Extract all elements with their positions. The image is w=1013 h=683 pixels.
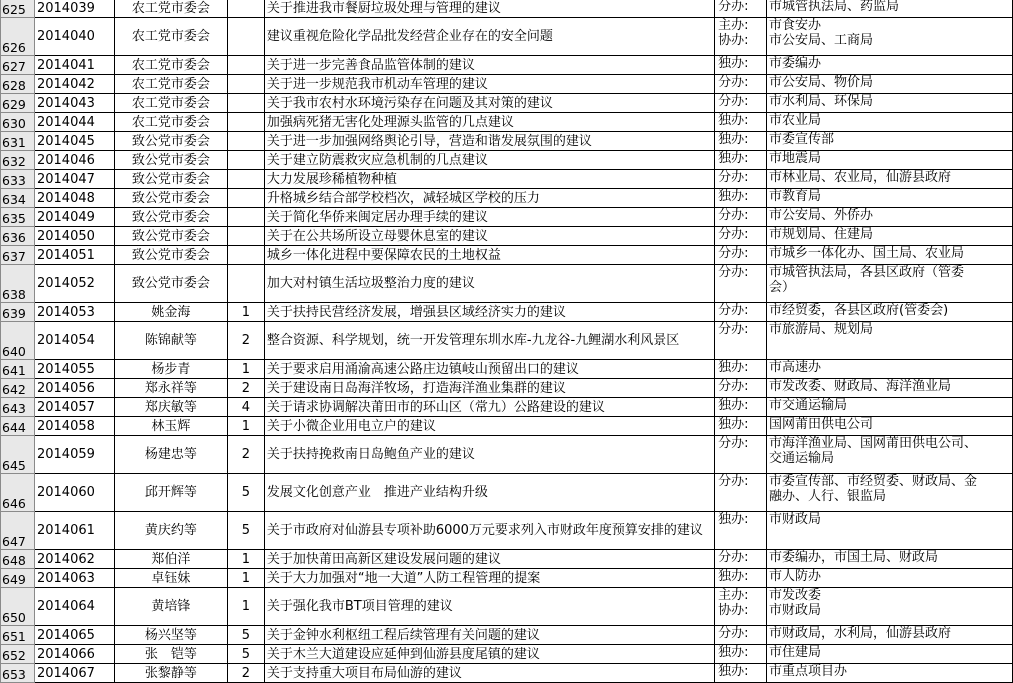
cell-title[interactable]: 城乡一体化进程中要保障农民的土地权益 bbox=[264, 246, 714, 265]
cell-handling-type[interactable] bbox=[715, 588, 767, 626]
cell-proposer[interactable]: 致公党市委会 bbox=[114, 170, 227, 189]
cell-title[interactable]: 整合资源、科学规划，统一开发管理东圳水库-九龙谷-九鲤湖水利风景区 bbox=[264, 322, 714, 360]
cell-departments[interactable] bbox=[767, 322, 1013, 360]
cell-handling-type[interactable] bbox=[715, 208, 767, 227]
table-row[interactable] bbox=[1, 626, 1013, 645]
row-header[interactable]: 645 bbox=[1, 436, 35, 474]
table-row[interactable] bbox=[1, 379, 1013, 398]
department-text: 市财政局 bbox=[769, 603, 822, 618]
row-header[interactable]: 629 bbox=[1, 94, 35, 113]
table-row[interactable] bbox=[1, 208, 1013, 227]
row-header[interactable]: 649 bbox=[1, 569, 35, 588]
table-row[interactable] bbox=[1, 227, 1013, 246]
cell-handling-type[interactable] bbox=[715, 664, 767, 683]
department-text: 市城管执法局，各县区政府（管委 bbox=[769, 265, 965, 280]
department-text: 市财政局，水利局，仙游县政府 bbox=[769, 626, 952, 641]
cell-departments[interactable] bbox=[767, 588, 1013, 626]
cell-title[interactable]: 关于推进我市餐厨垃圾处理与管理的建议 bbox=[264, 0, 714, 18]
cell-title[interactable]: 关于木兰大道建设应延伸到仙游县度尾镇的建议 bbox=[264, 645, 714, 664]
handling-type-text: 独办: bbox=[718, 417, 749, 432]
cell-handling-type[interactable] bbox=[715, 322, 767, 360]
department-text: 市林业局、农业局，仙游县政府 bbox=[769, 170, 952, 185]
row-header[interactable]: 652 bbox=[1, 645, 35, 664]
table-row[interactable] bbox=[1, 569, 1013, 588]
cell-proposal-id[interactable]: 2014046 bbox=[34, 151, 114, 170]
cell-handling-type[interactable] bbox=[715, 569, 767, 588]
table-row[interactable] bbox=[1, 588, 1013, 626]
department-text: 市农业局 bbox=[769, 113, 822, 128]
cell-proposal-id[interactable]: 2014064 bbox=[34, 588, 114, 626]
handling-type-text: 分办: bbox=[718, 474, 749, 489]
table-row[interactable] bbox=[1, 664, 1013, 683]
cell-proposal-id[interactable]: 2014044 bbox=[34, 113, 114, 132]
cell-handling-type[interactable] bbox=[715, 360, 767, 379]
cell-departments[interactable] bbox=[767, 75, 1013, 94]
cell-proposer[interactable]: 杨步青 bbox=[114, 360, 227, 379]
department-text: 市公安局、外侨办 bbox=[769, 208, 874, 223]
cell-handling-type[interactable] bbox=[715, 75, 767, 94]
handling-type-text: 独办: bbox=[718, 113, 749, 128]
cell-proposal-id[interactable]: 2014048 bbox=[34, 189, 114, 208]
department-text: 市食安办 bbox=[769, 18, 822, 33]
row-header[interactable]: 637 bbox=[1, 246, 35, 265]
cell-handling-type[interactable] bbox=[715, 379, 767, 398]
department-text: 交通运输局 bbox=[769, 451, 835, 466]
handling-type-text: 独办: bbox=[718, 645, 749, 660]
department-text: 市规划局、住建局 bbox=[769, 227, 874, 242]
cell-proposer[interactable]: 姚金海 bbox=[114, 303, 227, 322]
cell-handling-type[interactable] bbox=[715, 550, 767, 569]
row-header[interactable]: 644 bbox=[1, 417, 35, 436]
cell-proposer[interactable]: 陈锦献等 bbox=[114, 322, 227, 360]
cell-proposer[interactable]: 农工党市委会 bbox=[114, 0, 227, 18]
cell-title[interactable]: 关于大力加强对“地一大道”人防工程管理的提案 bbox=[264, 569, 714, 588]
table-row[interactable] bbox=[1, 303, 1013, 322]
cell-count[interactable]: 1 bbox=[227, 417, 264, 436]
table-row[interactable] bbox=[1, 645, 1013, 664]
table-row[interactable] bbox=[1, 360, 1013, 379]
cell-proposal-id[interactable]: 2014060 bbox=[34, 474, 114, 512]
department-text: 市公安局、工商局 bbox=[769, 33, 874, 48]
cell-title[interactable]: 关于要求启用涌渝高速公路庄边镇岐山预留出口的建议 bbox=[264, 360, 714, 379]
cell-count[interactable]: 2 bbox=[227, 322, 264, 360]
cell-departments[interactable] bbox=[767, 113, 1013, 132]
cell-proposal-id[interactable]: 2014059 bbox=[34, 436, 114, 474]
cell-handling-type[interactable] bbox=[715, 189, 767, 208]
cell-departments[interactable] bbox=[767, 474, 1013, 512]
row-header[interactable]: 632 bbox=[1, 151, 35, 170]
cell-handling-type[interactable] bbox=[715, 265, 767, 303]
cell-title[interactable]: 发展文化创意产业 推进产业结构升级 bbox=[264, 474, 714, 512]
cell-proposer[interactable]: 致公党市委会 bbox=[114, 227, 227, 246]
cell-title[interactable]: 关于建立防震救灾应急机制的几点建议 bbox=[264, 151, 714, 170]
table-row[interactable] bbox=[1, 75, 1013, 94]
cell-proposer[interactable]: 农工党市委会 bbox=[114, 94, 227, 113]
cell-count[interactable]: 1 bbox=[227, 360, 264, 379]
cell-proposer[interactable]: 邱开辉等 bbox=[114, 474, 227, 512]
cell-proposer[interactable]: 致公党市委会 bbox=[114, 151, 227, 170]
handling-type-text: 分办: bbox=[718, 303, 749, 318]
table-row[interactable] bbox=[1, 189, 1013, 208]
cell-proposer[interactable]: 杨建忠等 bbox=[114, 436, 227, 474]
row-header[interactable]: 640 bbox=[1, 322, 35, 360]
cell-title[interactable]: 关于扶持挽救南日岛鲍鱼产业的建议 bbox=[264, 436, 714, 474]
row-header[interactable]: 626 bbox=[1, 18, 35, 56]
cell-proposer[interactable]: 致公党市委会 bbox=[114, 246, 227, 265]
cell-proposal-id[interactable]: 2014067 bbox=[34, 664, 114, 683]
cell-count[interactable]: 2 bbox=[227, 379, 264, 398]
cell-count[interactable] bbox=[227, 18, 264, 56]
cell-proposal-id[interactable]: 2014039 bbox=[34, 0, 114, 18]
cell-proposer[interactable]: 张黎静等 bbox=[114, 664, 227, 683]
handling-type-text: 独办: bbox=[718, 132, 749, 147]
table-row[interactable] bbox=[1, 132, 1013, 151]
handling-type-text: 协办: bbox=[718, 603, 749, 618]
cell-handling-type[interactable] bbox=[715, 151, 767, 170]
cell-handling-type[interactable] bbox=[715, 132, 767, 151]
cell-count[interactable] bbox=[227, 113, 264, 132]
table-row[interactable] bbox=[1, 398, 1013, 417]
cell-proposer[interactable]: 致公党市委会 bbox=[114, 208, 227, 227]
handling-type-text: 独办: bbox=[718, 512, 749, 527]
cell-departments[interactable] bbox=[767, 189, 1013, 208]
cell-proposer[interactable]: 郑伯洋 bbox=[114, 550, 227, 569]
cell-departments[interactable] bbox=[767, 569, 1013, 588]
cell-departments[interactable] bbox=[767, 645, 1013, 664]
cell-proposal-id[interactable]: 2014065 bbox=[34, 626, 114, 645]
row-header[interactable]: 633 bbox=[1, 170, 35, 189]
row-header[interactable]: 628 bbox=[1, 75, 35, 94]
cell-count[interactable] bbox=[227, 246, 264, 265]
cell-proposer[interactable]: 卓钰妹 bbox=[114, 569, 227, 588]
cell-title[interactable]: 关于支持重大项目布局仙游的建议 bbox=[264, 664, 714, 683]
table-row[interactable] bbox=[1, 113, 1013, 132]
cell-proposal-id[interactable]: 2014066 bbox=[34, 645, 114, 664]
row-header[interactable]: 647 bbox=[1, 512, 35, 550]
cell-title[interactable]: 关于强化我市BT项目管理的建议 bbox=[264, 588, 714, 626]
cell-proposal-id[interactable]: 2014041 bbox=[34, 56, 114, 75]
cell-proposer[interactable]: 致公党市委会 bbox=[114, 132, 227, 151]
row-header[interactable]: 646 bbox=[1, 474, 35, 512]
cell-proposer[interactable]: 黄庆约等 bbox=[114, 512, 227, 550]
row-header[interactable]: 625 bbox=[1, 0, 35, 18]
department-text: 市海洋渔业局、国网莆田供电公司、 bbox=[769, 436, 978, 451]
department-text: 市委编办，市国土局、财政局 bbox=[769, 550, 939, 565]
row-header[interactable]: 650 bbox=[1, 588, 35, 626]
cell-count[interactable] bbox=[227, 189, 264, 208]
table-row[interactable] bbox=[1, 151, 1013, 170]
cell-title[interactable]: 关于进一步规范我市机动车管理的建议 bbox=[264, 75, 714, 94]
cell-title[interactable]: 关于金钟水利枢纽工程后续管理有关问题的建议 bbox=[264, 626, 714, 645]
cell-count[interactable] bbox=[227, 132, 264, 151]
cell-title[interactable]: 关于请求协调解决莆田市的环山区（常九）公路建设的建议 bbox=[264, 398, 714, 417]
cell-proposal-id[interactable]: 2014053 bbox=[34, 303, 114, 322]
cell-proposal-id[interactable]: 2014058 bbox=[34, 417, 114, 436]
cell-count[interactable]: 5 bbox=[227, 645, 264, 664]
cell-proposal-id[interactable]: 2014052 bbox=[34, 265, 114, 303]
cell-proposer[interactable]: 杨兴坚等 bbox=[114, 626, 227, 645]
cell-title[interactable]: 建议重视危险化学品批发经营企业存在的安全问题 bbox=[264, 18, 714, 56]
cell-handling-type[interactable] bbox=[715, 398, 767, 417]
cell-proposal-id[interactable]: 2014045 bbox=[34, 132, 114, 151]
cell-count[interactable] bbox=[227, 0, 264, 18]
cell-count[interactable] bbox=[227, 56, 264, 75]
department-text: 市公安局、物价局 bbox=[769, 75, 874, 90]
row-header[interactable]: 653 bbox=[1, 664, 35, 683]
cell-count[interactable] bbox=[227, 151, 264, 170]
row-header[interactable]: 642 bbox=[1, 379, 35, 398]
table-row[interactable] bbox=[1, 18, 1013, 56]
cell-title[interactable]: 关于建设南日岛海洋牧场，打造海洋渔业集群的建议 bbox=[264, 379, 714, 398]
cell-departments[interactable] bbox=[767, 132, 1013, 151]
department-text: 市经贸委，各县区政府(管委会) bbox=[769, 303, 949, 318]
cell-departments[interactable] bbox=[767, 265, 1013, 303]
cell-handling-type[interactable] bbox=[715, 0, 767, 18]
cell-departments[interactable] bbox=[767, 550, 1013, 569]
cell-count[interactable]: 2 bbox=[227, 436, 264, 474]
department-text: 市发改委、财政局、海洋渔业局 bbox=[769, 379, 952, 394]
handling-type-text: 分办: bbox=[718, 170, 749, 185]
cell-title[interactable]: 关于加快莆田高新区建设发展问题的建议 bbox=[264, 550, 714, 569]
cell-proposer[interactable]: 致公党市委会 bbox=[114, 265, 227, 303]
cell-proposal-id[interactable]: 2014040 bbox=[34, 18, 114, 56]
department-text: 市发改委 bbox=[769, 588, 822, 603]
cell-handling-type[interactable] bbox=[715, 512, 767, 550]
table-row[interactable] bbox=[1, 170, 1013, 189]
cell-departments[interactable] bbox=[767, 436, 1013, 474]
department-text: 市旅游局、规划局 bbox=[769, 322, 874, 337]
handling-type-text: 独办: bbox=[718, 56, 749, 71]
table-row[interactable] bbox=[1, 322, 1013, 360]
cell-title[interactable]: 关于进一步完善食品监管体制的建议 bbox=[264, 56, 714, 75]
cell-title[interactable]: 关于小微企业用电立户的建议 bbox=[264, 417, 714, 436]
department-text: 市人防办 bbox=[769, 569, 822, 584]
cell-proposal-id[interactable]: 2014043 bbox=[34, 94, 114, 113]
cell-count[interactable] bbox=[227, 75, 264, 94]
row-header[interactable]: 643 bbox=[1, 398, 35, 417]
handling-type-text: 分办: bbox=[718, 265, 749, 280]
department-text: 市重点项目办 bbox=[769, 664, 848, 679]
handling-type-text: 独办: bbox=[718, 664, 749, 679]
cell-proposer[interactable]: 农工党市委会 bbox=[114, 56, 227, 75]
department-text: 市委编办 bbox=[769, 56, 822, 71]
department-text: 会） bbox=[769, 280, 796, 295]
row-header[interactable]: 638 bbox=[1, 265, 35, 303]
cell-title[interactable]: 关于在公共场所设立母婴休息室的建议 bbox=[264, 227, 714, 246]
cell-count[interactable]: 2 bbox=[227, 664, 264, 683]
cell-handling-type[interactable] bbox=[715, 303, 767, 322]
cell-count[interactable]: 1 bbox=[227, 569, 264, 588]
cell-proposer[interactable]: 张 铠等 bbox=[114, 645, 227, 664]
handling-type-text: 分办: bbox=[718, 246, 749, 261]
handling-type-text: 主办: bbox=[718, 588, 749, 603]
cell-count[interactable]: 5 bbox=[227, 512, 264, 550]
cell-count[interactable] bbox=[227, 170, 264, 189]
department-text: 市教育局 bbox=[769, 189, 822, 204]
cell-departments[interactable] bbox=[767, 303, 1013, 322]
cell-proposal-id[interactable]: 2014050 bbox=[34, 227, 114, 246]
cell-departments[interactable] bbox=[767, 379, 1013, 398]
row-header[interactable]: 641 bbox=[1, 360, 35, 379]
table-row[interactable] bbox=[1, 94, 1013, 113]
cell-count[interactable]: 5 bbox=[227, 626, 264, 645]
handling-type-text: 协办: bbox=[718, 33, 749, 48]
cell-count[interactable]: 1 bbox=[227, 303, 264, 322]
cell-proposal-id[interactable]: 2014056 bbox=[34, 379, 114, 398]
cell-title[interactable]: 大力发展珍稀植物种植 bbox=[264, 170, 714, 189]
cell-proposer[interactable]: 黄培锋 bbox=[114, 588, 227, 626]
cell-handling-type[interactable] bbox=[715, 417, 767, 436]
row-header[interactable]: 631 bbox=[1, 132, 35, 151]
cell-proposal-id[interactable]: 2014055 bbox=[34, 360, 114, 379]
row-header[interactable]: 651 bbox=[1, 626, 35, 645]
cell-proposer[interactable]: 致公党市委会 bbox=[114, 189, 227, 208]
table-row[interactable] bbox=[1, 0, 1013, 18]
table-row[interactable] bbox=[1, 550, 1013, 569]
cell-count[interactable] bbox=[227, 265, 264, 303]
table-row[interactable] bbox=[1, 56, 1013, 75]
cell-proposal-id[interactable]: 2014054 bbox=[34, 322, 114, 360]
handling-type-text: 主办: bbox=[718, 18, 749, 33]
cell-proposal-id[interactable]: 2014049 bbox=[34, 208, 114, 227]
cell-title[interactable]: 关于进一步加强网络舆论引导，营造和谐发展氛围的建议 bbox=[264, 132, 714, 151]
row-header[interactable]: 639 bbox=[1, 303, 35, 322]
row-header[interactable]: 635 bbox=[1, 208, 35, 227]
department-text: 市交通运输局 bbox=[769, 398, 848, 413]
cell-proposal-id[interactable]: 2014062 bbox=[34, 550, 114, 569]
cell-title[interactable]: 升格城乡结合部学校档次，减轻城区学校的压力 bbox=[264, 189, 714, 208]
cell-count[interactable] bbox=[227, 94, 264, 113]
cell-handling-type[interactable] bbox=[715, 170, 767, 189]
department-text: 市地震局 bbox=[769, 151, 822, 166]
cell-proposal-id[interactable]: 2014057 bbox=[34, 398, 114, 417]
cell-handling-type[interactable] bbox=[715, 94, 767, 113]
handling-type-text: 分办: bbox=[718, 94, 749, 109]
cell-handling-type[interactable] bbox=[715, 246, 767, 265]
cell-handling-type[interactable] bbox=[715, 227, 767, 246]
cell-title[interactable]: 关于我市农村水环境污染存在问题及其对策的建议 bbox=[264, 94, 714, 113]
cell-departments[interactable] bbox=[767, 512, 1013, 550]
cell-handling-type[interactable] bbox=[715, 18, 767, 56]
table-row[interactable] bbox=[1, 436, 1013, 474]
cell-title[interactable]: 关于扶持民营经济发展，增强县区域经济实力的建议 bbox=[264, 303, 714, 322]
row-header[interactable]: 630 bbox=[1, 113, 35, 132]
row-header[interactable]: 627 bbox=[1, 56, 35, 75]
department-text: 市财政局 bbox=[769, 512, 822, 527]
cell-title[interactable]: 关于简化华侨来闽定居办理手续的建议 bbox=[264, 208, 714, 227]
department-text: 市委宣传部 bbox=[769, 132, 835, 147]
cell-departments[interactable] bbox=[767, 626, 1013, 645]
table-row[interactable] bbox=[1, 474, 1013, 512]
cell-departments[interactable] bbox=[767, 398, 1013, 417]
cell-proposer[interactable]: 郑庆敏等 bbox=[114, 398, 227, 417]
cell-departments[interactable] bbox=[767, 94, 1013, 113]
row-header[interactable]: 636 bbox=[1, 227, 35, 246]
cell-departments[interactable] bbox=[767, 56, 1013, 75]
cell-proposal-id[interactable]: 2014042 bbox=[34, 75, 114, 94]
table-row[interactable] bbox=[1, 512, 1013, 550]
cell-count[interactable]: 1 bbox=[227, 588, 264, 626]
cell-departments[interactable] bbox=[767, 664, 1013, 683]
cell-proposal-id[interactable]: 2014051 bbox=[34, 246, 114, 265]
row-header[interactable]: 634 bbox=[1, 189, 35, 208]
handling-type-text: 独办: bbox=[718, 189, 749, 204]
cell-proposal-id[interactable]: 2014047 bbox=[34, 170, 114, 189]
department-text: 市水利局、环保局 bbox=[769, 94, 874, 109]
handling-type-text: 分办: bbox=[718, 322, 749, 337]
cell-departments[interactable] bbox=[767, 170, 1013, 189]
cell-handling-type[interactable] bbox=[715, 626, 767, 645]
row-header[interactable]: 648 bbox=[1, 550, 35, 569]
department-text: 市城乡一体化办、国土局、农业局 bbox=[769, 246, 965, 261]
cell-departments[interactable] bbox=[767, 208, 1013, 227]
cell-handling-type[interactable] bbox=[715, 113, 767, 132]
cell-count[interactable]: 5 bbox=[227, 474, 264, 512]
cell-proposal-id[interactable]: 2014061 bbox=[34, 512, 114, 550]
handling-type-text: 独办: bbox=[718, 151, 749, 166]
cell-count[interactable] bbox=[227, 227, 264, 246]
cell-title[interactable]: 加强病死猪无害化处理源头监管的几点建议 bbox=[264, 113, 714, 132]
handling-type-text: 分办: bbox=[718, 208, 749, 223]
department-text: 市高速办 bbox=[769, 360, 822, 375]
department-text: 市委宣传部、市经贸委、财政局、金 bbox=[769, 474, 978, 489]
cell-proposer[interactable]: 林玉辉 bbox=[114, 417, 227, 436]
handling-type-text: 分办: bbox=[718, 227, 749, 242]
cell-departments[interactable] bbox=[767, 18, 1013, 56]
department-text: 国网莆田供电公司 bbox=[769, 417, 874, 432]
handling-type-text: 分办: bbox=[718, 436, 749, 451]
handling-type-text: 分办: bbox=[718, 550, 749, 565]
cell-proposer[interactable]: 农工党市委会 bbox=[114, 18, 227, 56]
cell-handling-type[interactable] bbox=[715, 645, 767, 664]
cell-count[interactable]: 1 bbox=[227, 550, 264, 569]
cell-departments[interactable] bbox=[767, 151, 1013, 170]
cell-departments[interactable] bbox=[767, 246, 1013, 265]
handling-type-text: 独办: bbox=[718, 569, 749, 584]
cell-handling-type[interactable] bbox=[715, 436, 767, 474]
cell-departments[interactable] bbox=[767, 360, 1013, 379]
department-text: 市住建局 bbox=[769, 645, 822, 660]
handling-type-text: 分办: bbox=[718, 379, 749, 394]
cell-handling-type[interactable] bbox=[715, 474, 767, 512]
cell-proposal-id[interactable]: 2014063 bbox=[34, 569, 114, 588]
cell-title[interactable]: 加大对村镇生活垃圾整治力度的建议 bbox=[264, 265, 714, 303]
cell-handling-type[interactable] bbox=[715, 56, 767, 75]
cell-proposer[interactable]: 郑永祥等 bbox=[114, 379, 227, 398]
cell-proposer[interactable]: 农工党市委会 bbox=[114, 75, 227, 94]
cell-title[interactable]: 关于市政府对仙游县专项补助6000万元要求列入市财政年度预算安排的建议 bbox=[264, 512, 714, 550]
handling-type-text: 独办: bbox=[718, 360, 749, 375]
handling-type-text: 分办: bbox=[718, 75, 749, 90]
handling-type-text: 独办: bbox=[718, 398, 749, 413]
table-row[interactable] bbox=[1, 417, 1013, 436]
table-row[interactable] bbox=[1, 246, 1013, 265]
handling-type-text: 分办: bbox=[718, 0, 749, 14]
cell-count[interactable] bbox=[227, 208, 264, 227]
handling-type-text: 分办: bbox=[718, 626, 749, 641]
department-text: 融办、人行、银监局 bbox=[769, 489, 887, 504]
cell-count[interactable]: 4 bbox=[227, 398, 264, 417]
cell-departments[interactable] bbox=[767, 227, 1013, 246]
table-row[interactable] bbox=[1, 265, 1013, 303]
cell-proposer[interactable]: 农工党市委会 bbox=[114, 113, 227, 132]
cell-departments[interactable] bbox=[767, 0, 1013, 18]
cell-departments[interactable] bbox=[767, 417, 1013, 436]
department-text: 市城管执法局、药监局 bbox=[769, 0, 900, 14]
